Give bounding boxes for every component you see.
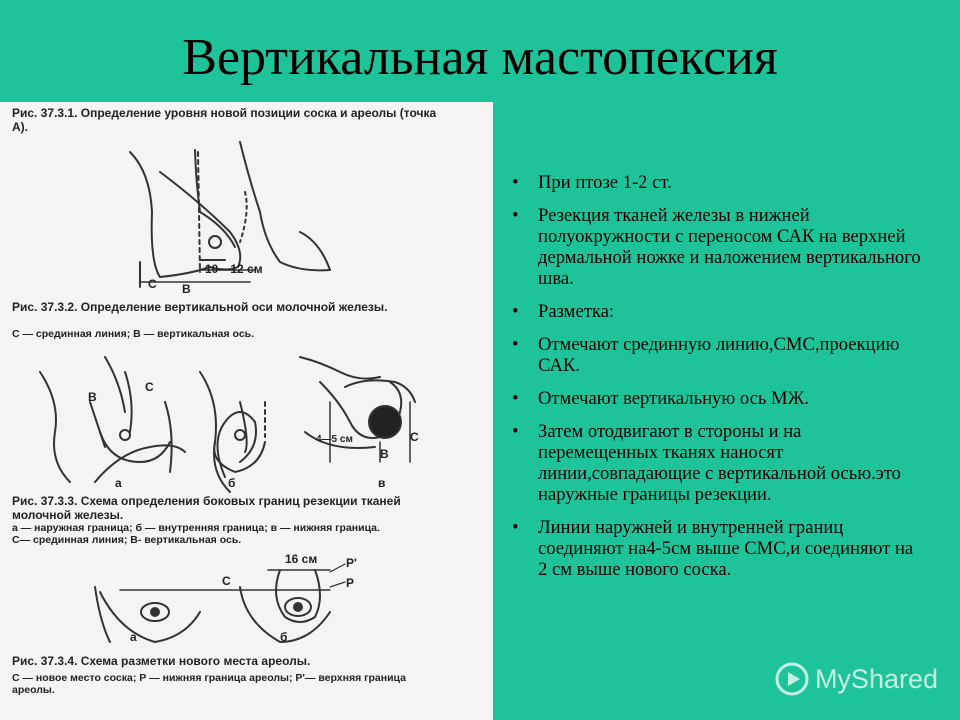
bullet-item [512,301,922,322]
bullet-text: Разметка: [538,301,614,322]
bullet-item [512,205,922,289]
figure-caption-3-sub1: а — наружная граница; б — внутренняя граница; в — нижняя граница. [12,522,380,534]
label-a2: а [130,630,137,644]
label-b4: б [280,630,288,644]
figure-caption-4-sub: С — новое место соска; Р — нижняя граница ареолы; Р'— верхняя граница ареолы. [12,672,406,696]
anatomy-sketches [0,102,493,720]
play-icon [775,662,809,696]
label-b-small: б [228,476,236,490]
bullet-text: Отмечают срединную линию,СМС,проекцию САК. [538,334,900,376]
figure-caption-2: Рис. 37.3.2. Определение вертикальной оси молочной железы. [12,300,388,314]
bullet-item [512,421,922,505]
bullet-glyph: • [512,205,519,226]
bullet-text: Линии наружней и внутренней границ соединяют на4-5см выше СМС,и соединяют на 2 см выше нового соска. [538,517,914,580]
figure-caption-3-sub2: С— срединная линия; В- вертикальная ось. [12,534,242,546]
watermark-text: MyShared [814,663,938,694]
watermark [775,662,938,696]
label-c3: C [410,430,419,444]
bullet-item [512,172,922,193]
figure-panel [0,102,493,720]
bullet-item [512,388,922,409]
figure-caption-1: Рис. 37.3.1. Определение уровня новой позиции соска и ареолы (точка А). [12,106,437,134]
label-a: а [115,476,122,490]
label-c2: C [145,380,154,394]
label-c1: C [148,277,157,291]
bullet-text: Резекция тканей железы в нижней полуокружности с переносом САК на верхней дермальной ножке и наложением вертикального шва. [538,205,921,289]
figure-caption-2-sub: С — срединная линия; В — вертикальная ось. [12,328,255,340]
bullet-item [512,517,922,580]
measure-10-12: 10—12 см [205,262,263,276]
bullet-glyph: • [512,388,519,409]
bullet-glyph: • [512,517,519,538]
label-p-prime: P' [346,556,357,570]
label-b3: B [380,447,389,461]
bullet-glyph: • [512,172,519,193]
figure-3-torsos [40,357,415,492]
bullet-item [512,334,922,376]
label-c4: C [222,574,231,588]
bullet-glyph: • [512,301,519,322]
slide-title: Вертикальная мастопексия [182,29,778,86]
label-b2: B [88,390,97,404]
bullet-text: Затем отодвигают в стороны и на перемещенных тканях наносят линии,совпадающие с вертикальной осью.это наружные границы резекции. [538,421,901,505]
measure-16: 16 см [285,552,318,566]
figure-caption-4: Рис. 37.3.4. Схема разметки нового места ареолы. [12,654,311,668]
label-b1: B [182,282,191,296]
figure-caption-3: Рис. 37.3.3. Схема определения боковых границ резекции тканей молочной железы. [12,494,401,522]
bullet-text: Отмечают вертикальную ось МЖ. [538,388,809,409]
label-v: в [378,476,386,490]
bullet-glyph: • [512,334,519,355]
measure-4-5: 4—5 см [316,434,353,445]
bullet-text: При птозе 1-2 ст. [538,172,672,193]
bullet-glyph: • [512,421,519,442]
bullet-list [512,172,922,592]
label-p: P [346,576,355,590]
